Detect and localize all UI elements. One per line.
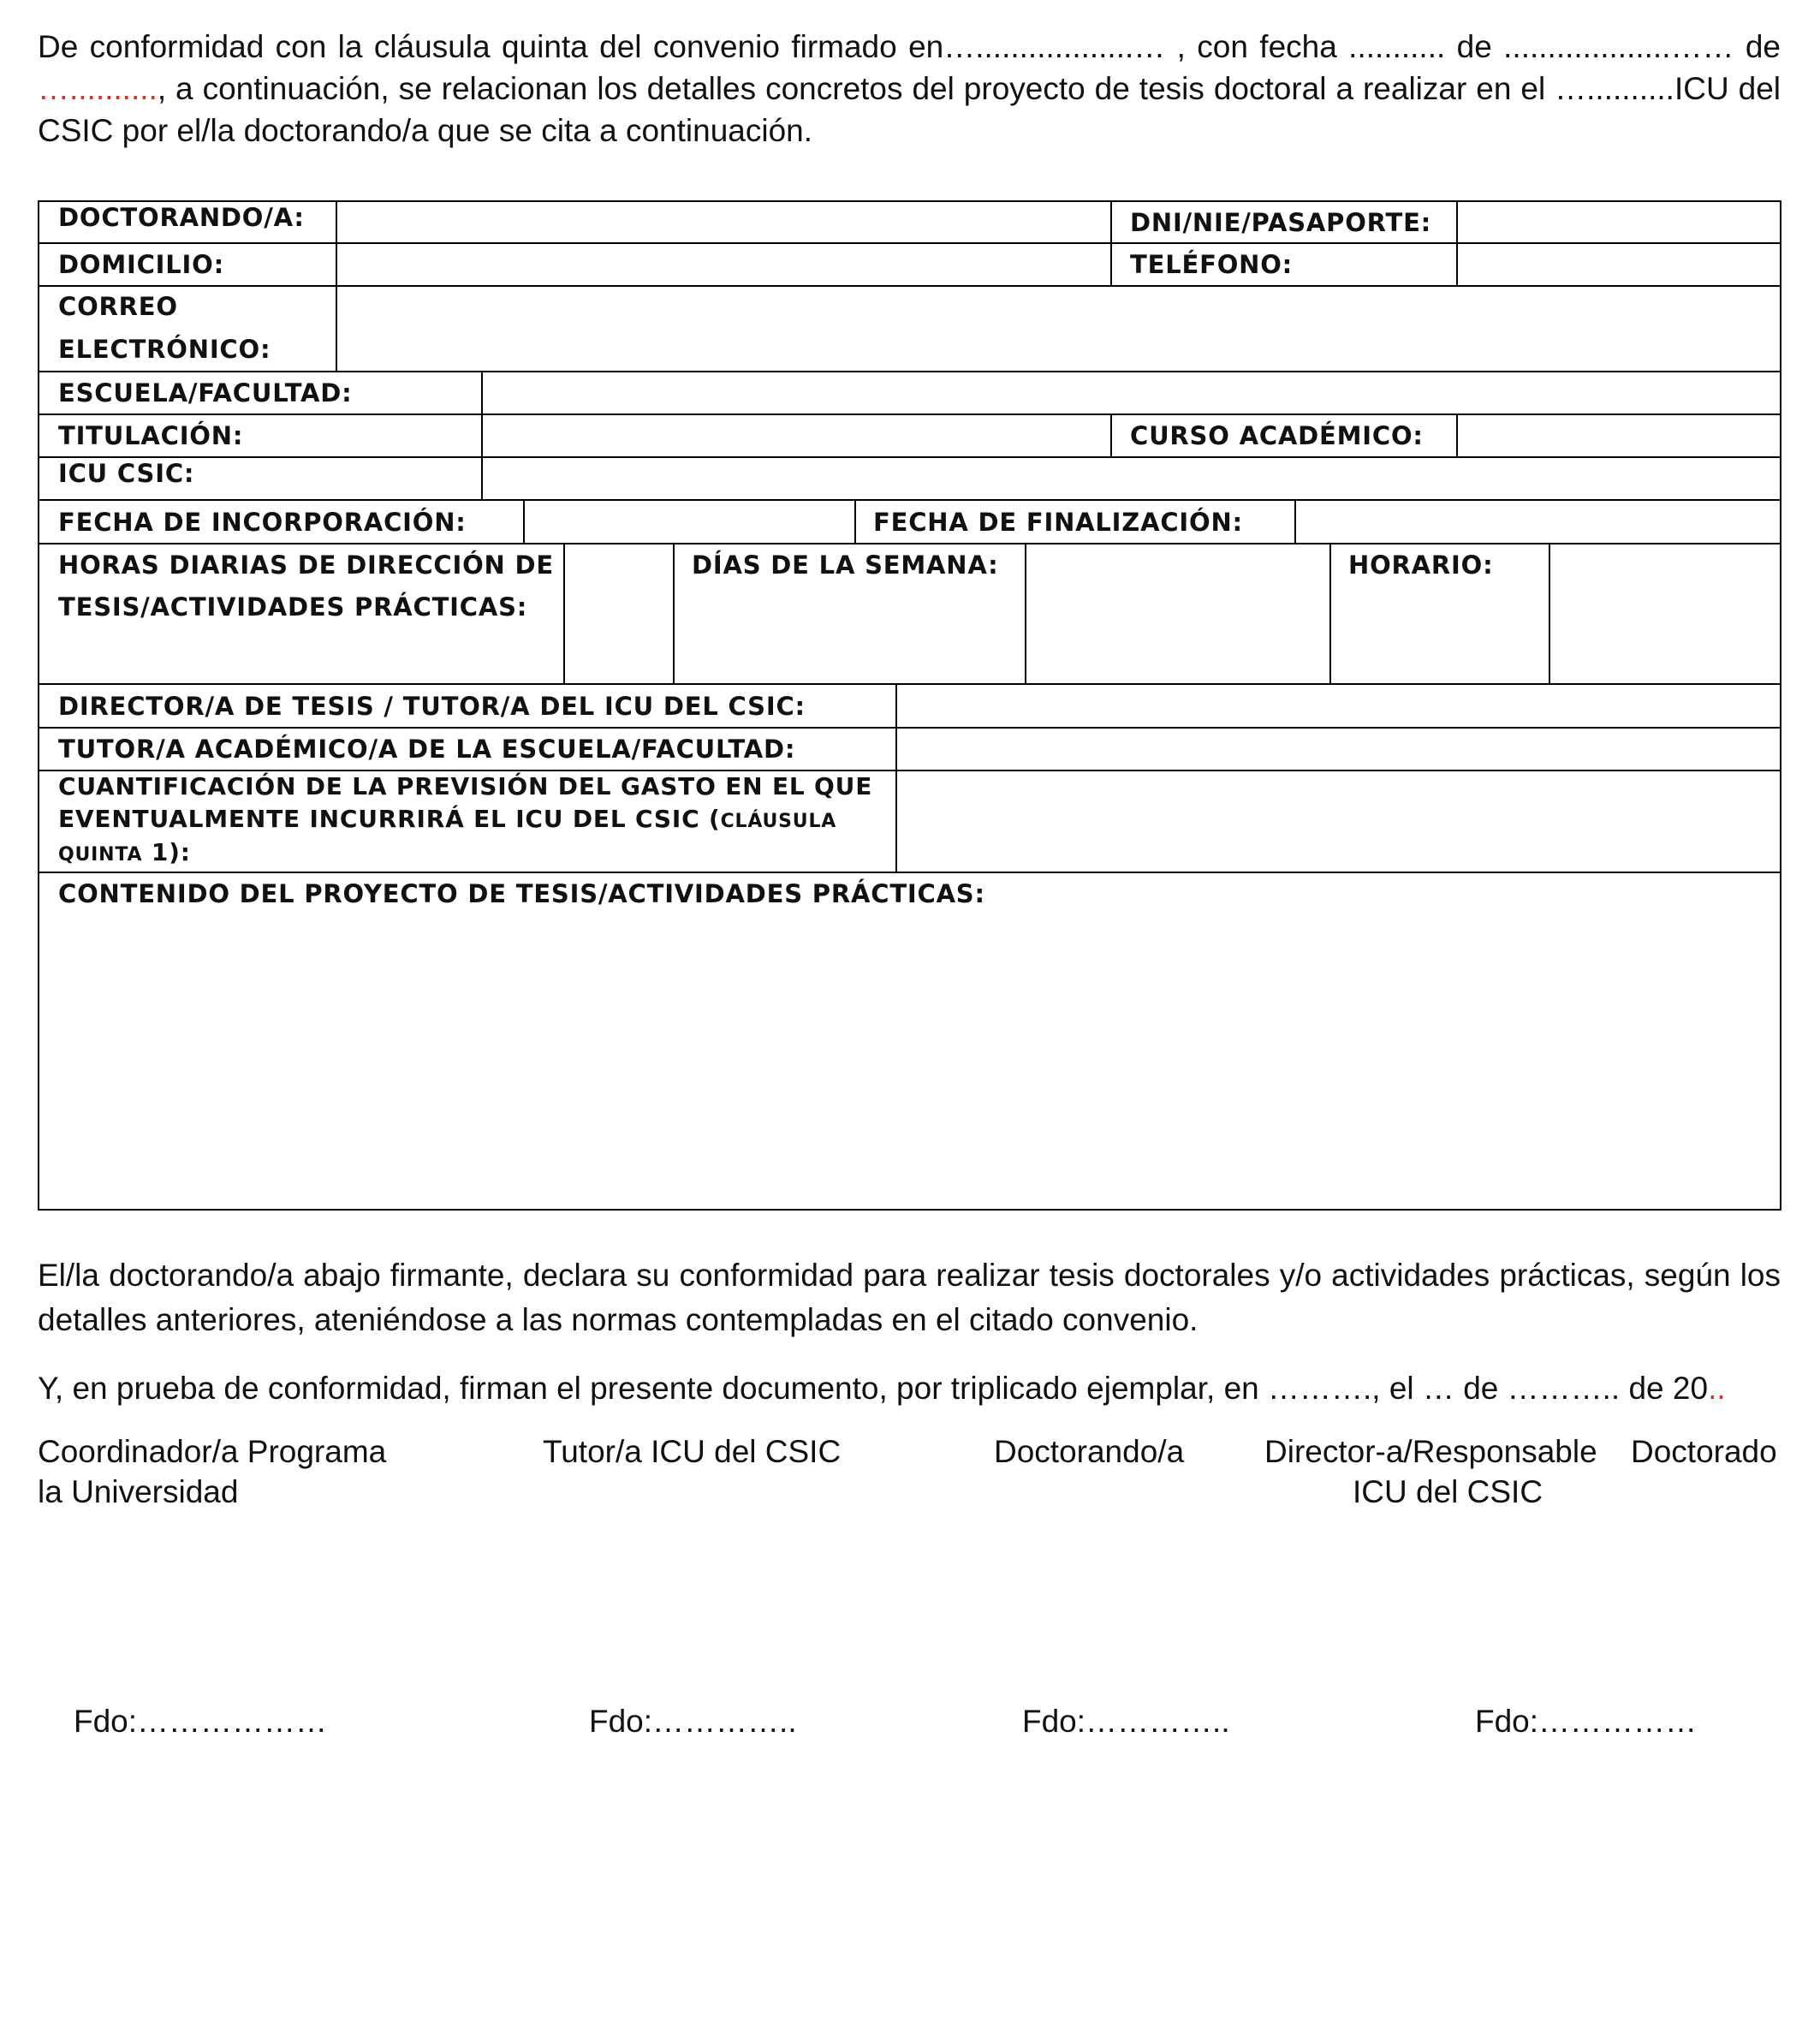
col-divider	[523, 499, 525, 543]
col-divider	[673, 543, 675, 683]
label-doctorando: DOCTORANDO/A:	[58, 203, 305, 232]
label-titulacion: TITULACIÓN:	[58, 421, 244, 450]
col-divider	[336, 200, 337, 371]
sig-coordinador-line2: la Universidad	[38, 1474, 239, 1509]
sig-doctorado: Doctorado	[1631, 1434, 1777, 1469]
proof-red-dots: ..	[1708, 1371, 1726, 1406]
label-contenido: CONTENIDO DEL PROYECTO DE TESIS/ACTIVIDADES PRÁCTICAS:	[58, 879, 985, 908]
fdo-doctorando: Fdo:…………..	[1022, 1704, 1230, 1739]
label-director: DIRECTOR/A DE TESIS / TUTOR/A DEL ICU DEL CSIC:	[58, 692, 806, 721]
label-correo-line2: ELECTRÓNICO:	[58, 335, 271, 364]
row-divider	[38, 414, 1781, 415]
sig-tutor: Tutor/a ICU del CSIC	[543, 1434, 842, 1469]
col-divider	[854, 499, 856, 543]
fdo-director: Fdo:……………	[1475, 1704, 1698, 1739]
row-divider	[38, 872, 1781, 873]
label-tutor-academico: TUTOR/A ACADÉMICO/A DE LA ESCUELA/FACULTAD:	[58, 735, 796, 764]
col-divider	[1456, 414, 1458, 456]
label-cuantificacion-line1: CUANTIFICACIÓN DE LA PREVISIÓN DEL GASTO EN EL QUE	[58, 772, 873, 800]
label-horas-line2: TESIS/ACTIVIDADES PRÁCTICAS:	[58, 592, 528, 622]
intro-text: De conformidad con la cláusula quinta del convenio firmado en…..................… , con fecha ........... de ...................…… de	[38, 29, 1781, 64]
label-dias: DÍAS DE LA SEMANA:	[692, 550, 999, 580]
col-divider	[1549, 543, 1550, 683]
label-horas-line1: HORAS DIARIAS DE DIRECCIÓN DE	[58, 550, 554, 580]
label-domicilio: DOMICILIO:	[58, 250, 224, 279]
intro-paragraph	[38, 26, 1781, 152]
col-divider	[1110, 200, 1112, 285]
label-dni: DNI/NIE/PASAPORTE:	[1130, 208, 1432, 237]
fdo-tutor: Fdo:…………..	[589, 1704, 797, 1739]
label-cuantificacion-line3: QUINTA 1):	[58, 838, 191, 866]
col-divider	[1329, 543, 1331, 683]
col-divider	[1110, 414, 1112, 456]
label-escuela: ESCUELA/FACULTAD:	[58, 378, 353, 408]
col-divider	[1456, 200, 1458, 285]
row-divider	[38, 371, 1781, 372]
declaration-paragraph: El/la doctorando/a abajo firmante, declara su conformidad para realizar tesis doctorales y/o actividades prácticas, según los detalles anteriores, ateniéndose a las normas contempladas en el citado convenio.	[38, 1258, 1781, 1337]
label-fecha-finalizacion: FECHA DE FINALIZACIÓN:	[873, 508, 1243, 537]
project-form	[38, 200, 1781, 1211]
fdo-coordinador: Fdo:………………	[74, 1704, 328, 1739]
intro-text-tail: , a continuación, se relacionan los detalles concretos del proyecto de tesis doctoral a realizar en el …..........ICU del CSIC por el/la doctorando/a que se cita a continuación.	[38, 71, 1781, 148]
label-icu: ICU CSIC:	[58, 459, 195, 488]
label-telefono: TELÉFONO:	[1130, 250, 1294, 279]
row-divider	[38, 543, 1781, 544]
col-divider	[1294, 499, 1296, 543]
col-divider	[481, 371, 483, 499]
proof-paragraph	[38, 1367, 1781, 1409]
row-divider	[38, 242, 1781, 244]
intro-red-dots: …..........	[38, 71, 158, 106]
row-divider	[38, 456, 1781, 458]
col-divider	[1025, 543, 1026, 683]
label-curso: CURSO ACADÉMICO:	[1130, 421, 1424, 450]
row-divider	[38, 285, 1781, 287]
col-divider	[563, 543, 565, 683]
row-divider	[38, 499, 1781, 501]
row-divider	[38, 683, 1781, 685]
label-horario: HORARIO:	[1348, 550, 1494, 580]
label-correo-line1: CORREO	[58, 292, 178, 321]
row-divider	[38, 727, 1781, 729]
sig-coordinador-line1: Coordinador/a Programa	[38, 1434, 387, 1469]
proof-text: Y, en prueba de conformidad, firman el presente documento, por triplicado ejemplar, en ………., el … de ……….. de 20	[38, 1371, 1709, 1406]
sig-director-line1: Director-a/Responsable	[1264, 1434, 1597, 1469]
col-divider	[895, 683, 897, 872]
label-cuantificacion-line2: EVENTUALMENTE INCURRIRÁ EL ICU DEL CSIC (CLÁUSULA	[58, 805, 837, 833]
sig-director-line2: ICU del CSIC	[1353, 1474, 1543, 1509]
sig-doctorando: Doctorando/a	[994, 1434, 1185, 1469]
label-fecha-incorporacion: FECHA DE INCORPORACIÓN:	[58, 508, 467, 537]
